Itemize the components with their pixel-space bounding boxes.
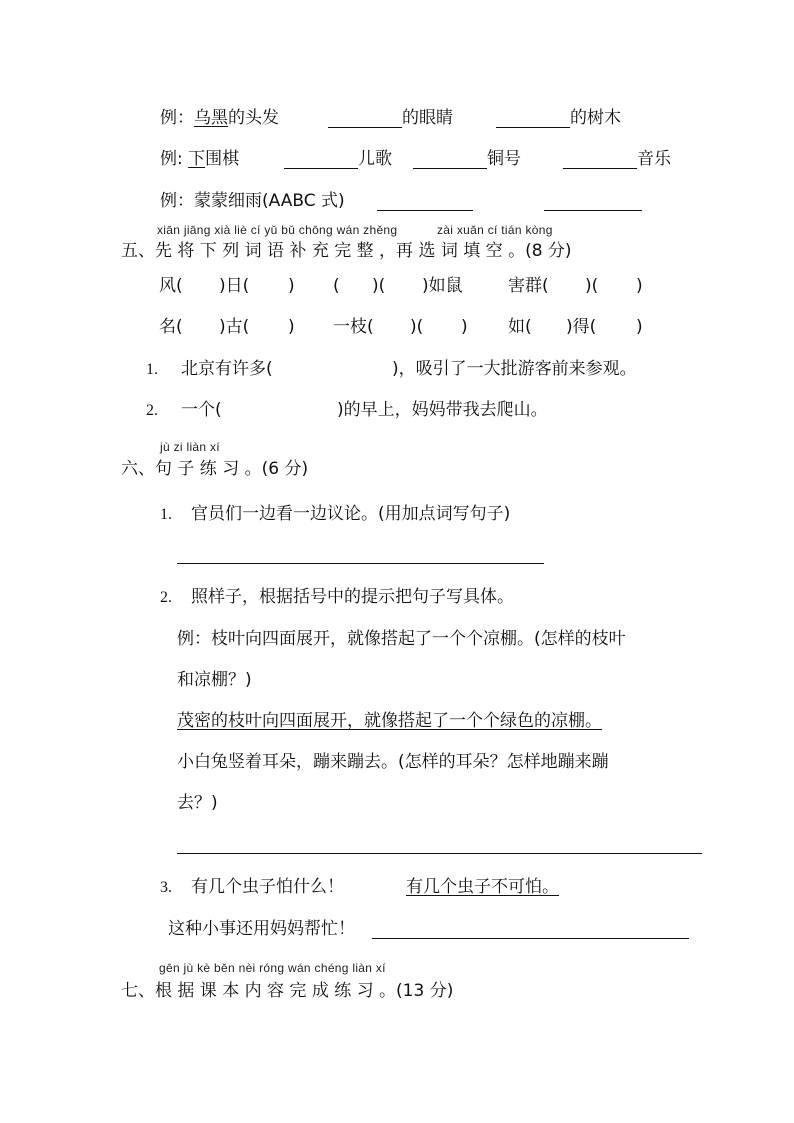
section5-pinyin-a: xiān jiāng xià liè cí yǔ bǔ chōng wán zhěng: [157, 223, 398, 237]
section5-q2-part-b: )的早上，妈妈带我去爬山。: [337, 400, 548, 420]
idiom-row2-a: 名(: [159, 317, 183, 337]
section6-number: 六、: [121, 459, 155, 479]
blank-eyes[interactable]: [328, 127, 402, 128]
idiom-row2-d: 一枝(: [333, 317, 374, 337]
idiom-row1-d: (: [333, 276, 340, 296]
section7-number: 七、: [121, 981, 155, 1001]
section6-q1-text: 官员们一边看一边议论。(用加点词写句子): [191, 504, 511, 524]
example-3: 例：蒙蒙细雨(AABC 式): [160, 191, 345, 211]
example-2-rest: 围棋: [205, 149, 240, 169]
section5-heading: [121, 240, 572, 262]
idiom-row1-b: )日(: [219, 276, 250, 296]
section6-q2-text: 照样子，根据括号中的提示把句子写具体。: [191, 587, 514, 607]
section5-title-a: 先 将 下 列 词 语 补 充 完 整 ，: [155, 241, 397, 261]
example-2-underlined: 下: [188, 149, 206, 169]
blank-songs[interactable]: [284, 168, 358, 169]
idiom-row2-b: )古(: [219, 317, 250, 337]
section7-heading: [121, 980, 453, 1002]
blank-trees[interactable]: [496, 127, 570, 128]
section6-heading: [121, 458, 308, 480]
section5-number: 五、: [121, 241, 155, 261]
example-1: [160, 107, 279, 129]
idiom-row2-e: )(: [410, 317, 424, 337]
blank-horn[interactable]: [413, 168, 487, 169]
section7-pinyin: gēn jù kè běn nèi róng wán chéng liàn xí: [159, 961, 386, 975]
section5-q1-part-b: )，吸引了一大批游客前来参观。: [392, 359, 637, 379]
section6-q2-task-line1: 小白兔竖着耳朵，蹦来蹦去。(怎样的耳朵？怎样地蹦来蹦: [177, 752, 609, 772]
blank-aabc-1[interactable]: [377, 210, 473, 211]
idiom-row2-c: ): [288, 317, 295, 337]
section6-pinyin: jù zi liàn xí: [160, 440, 220, 454]
section5-score: (8 分): [525, 241, 572, 261]
blank-aabc-2[interactable]: [544, 210, 642, 211]
section6-q2-answer-line[interactable]: [177, 853, 702, 854]
section6-q3-number: 3.: [160, 879, 172, 896]
songs-suffix: 儿歌: [358, 149, 392, 169]
section6-q3-answer-line[interactable]: [372, 938, 689, 939]
idiom-row1-i: ): [636, 276, 643, 296]
blank-music[interactable]: [563, 168, 637, 169]
section6-q2-task-line2: 去？): [177, 793, 218, 813]
eyes-suffix: 的眼睛: [402, 108, 453, 128]
section6-q3-example-answer: 有几个虫子不可怕。: [406, 877, 559, 897]
section5-q1-part-a: 北京有许多(: [181, 359, 273, 379]
section6-q1-answer-line[interactable]: [177, 563, 544, 564]
section5-title-b: 再 选 词 填 空 。: [396, 241, 526, 261]
example-1-rest: 的头发: [228, 108, 279, 128]
idiom-row1-f: )如鼠: [422, 276, 463, 296]
example-2: [160, 148, 239, 170]
section5-q1-number: 1.: [146, 361, 158, 378]
section6-q1-number: 1.: [160, 506, 172, 523]
idiom-row2-h: )得(: [566, 317, 597, 337]
section7-title: 根 据 课 本 内 容 完 成 练 习 。: [155, 981, 397, 1001]
idiom-row1-e: )(: [372, 276, 386, 296]
idiom-row1-h: )(: [585, 276, 599, 296]
idiom-row1-a: 风(: [159, 276, 183, 296]
idiom-row2-i: ): [636, 317, 643, 337]
section6-q2-example-answer: 茂密的枝叶向四面展开，就像搭起了一个个绿色的凉棚。: [177, 711, 602, 731]
idiom-row2-f: ): [461, 317, 468, 337]
idiom-row2-g: 如(: [508, 317, 532, 337]
section6-q2-example-line1: 例：枝叶向四面展开，就像搭起了一个个凉棚。(怎样的枝叶: [177, 629, 626, 649]
section6-score: (6 分): [261, 459, 309, 479]
section6-title: 句 子 练 习 。: [155, 459, 262, 479]
section7-score: (13 分): [396, 981, 454, 1001]
trees-suffix: 的树木: [570, 108, 621, 128]
section5-pinyin-b: zài xuǎn cí tián kòng: [437, 223, 553, 237]
section6-q3-task: 这种小事还用妈妈帮忙！: [168, 919, 355, 939]
example-1-prefix: 例：: [160, 108, 194, 128]
idiom-row1-c: ): [288, 276, 295, 296]
section6-q2-number: 2.: [160, 589, 172, 606]
section6-q2-example-line2: 和凉棚？): [177, 670, 252, 690]
music-suffix: 音乐: [637, 149, 671, 169]
section5-q2-number: 2.: [146, 402, 158, 419]
section6-q3-text: 有几个虫子怕什么！: [191, 877, 344, 897]
idiom-row1-g: 害群(: [508, 276, 549, 296]
example-1-underlined: 乌黑: [194, 108, 228, 128]
example-2-colon: :: [177, 149, 183, 169]
example-2-prefix: 例: [160, 149, 177, 169]
horn-suffix: 铜号: [487, 149, 521, 169]
section5-q2-part-a: 一个(: [181, 400, 222, 420]
